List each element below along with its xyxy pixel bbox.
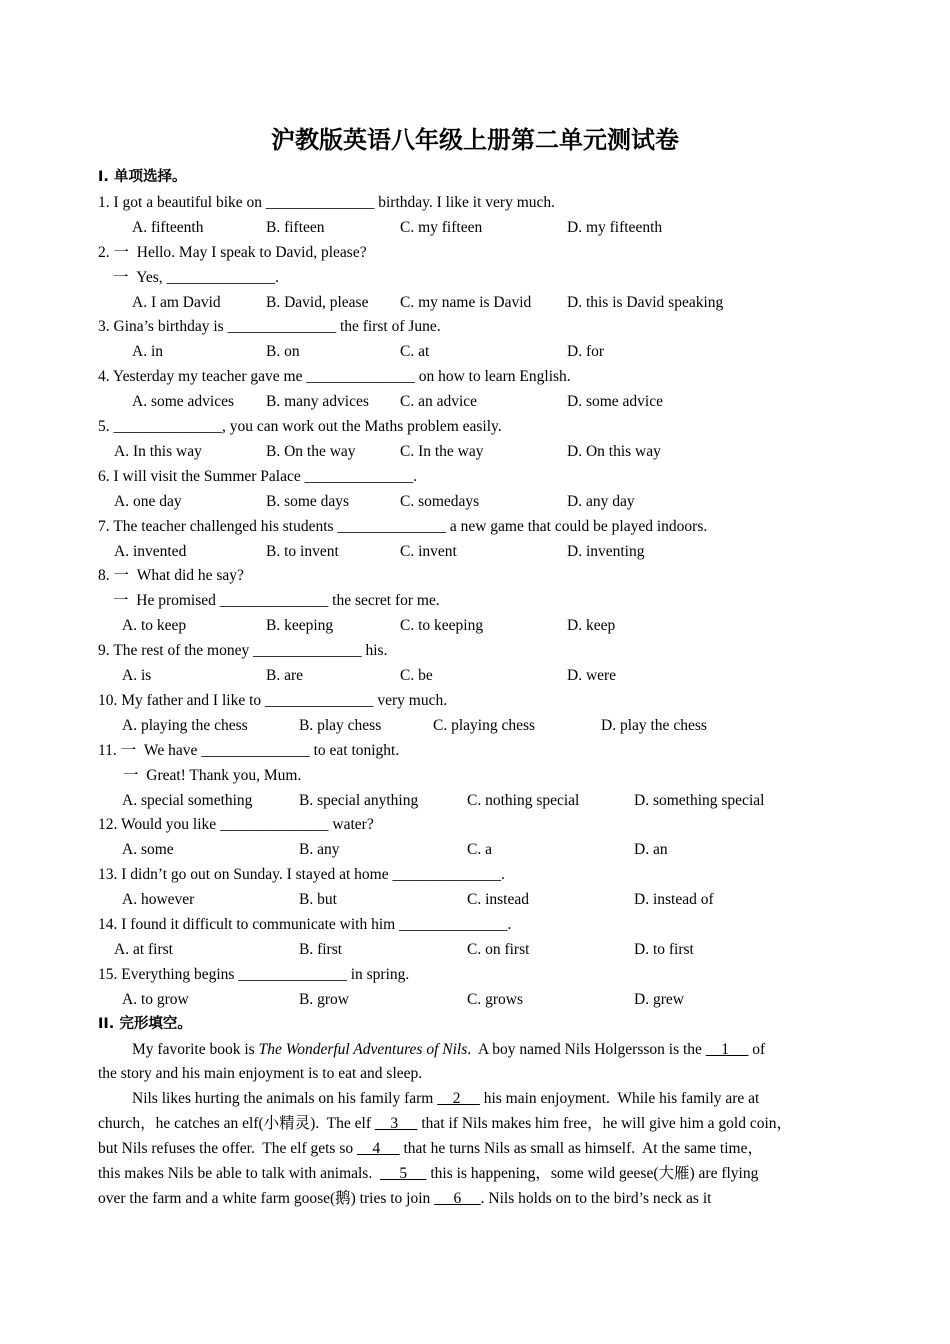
passage-line (98, 1111, 850, 1136)
answer-option: C. grows (467, 990, 523, 1008)
passage-text: this is happening，some wild geese(大雁) are flying (426, 1165, 759, 1182)
passage-text: over the farm and a white farm goose(鹅) tries to join (98, 1189, 435, 1207)
answer-option: B. but (299, 891, 337, 909)
answer-option: D. inventing (567, 542, 645, 560)
answer-option: B. on (266, 343, 300, 361)
passage-text: . A boy named Nils Holgersson is the (467, 1040, 706, 1058)
cloze-blank[interactable]: 1 (705, 1040, 749, 1058)
question-stem: 13. I didn’t go out on Sunday. I stayed at home ______________. (98, 866, 505, 884)
answer-option: D. something special (634, 791, 765, 809)
passage-text: that he turns Nils as small as himself. At the same time， (399, 1140, 763, 1158)
question-stem: 15. Everything begins ______________ in spring. (98, 965, 410, 983)
answer-option: D. On this way (567, 442, 661, 460)
question-stem: 11. 一 We have ______________ to eat tonight. (98, 741, 400, 759)
answer-option: C. my name is David (400, 293, 532, 311)
question-stem: 9. The rest of the money ______________ his. (98, 642, 388, 660)
answer-option: A. at first (114, 940, 173, 958)
answer-option: D. keep (567, 617, 616, 635)
answer-option: D. grew (634, 990, 684, 1008)
answer-option: C. playing chess (433, 716, 536, 734)
answer-option: B. grow (299, 990, 349, 1008)
question-stem: 3. Gina’s birthday is ______________ the first of June. (98, 318, 441, 336)
passage-text: Nils likes hurting the animals on his family farm (132, 1090, 438, 1108)
answer-option: B. play chess (299, 716, 382, 734)
answer-option: D. this is David speaking (567, 293, 724, 311)
answer-option: C. my fifteen (400, 218, 483, 236)
answer-option: B. many advices (266, 393, 369, 411)
answer-option: C. invent (400, 542, 457, 560)
cloze-blank[interactable]: 3 (374, 1115, 418, 1133)
question-stem: 12. Would you like ______________ water? (98, 816, 374, 834)
answer-option: C. instead (467, 891, 529, 909)
cloze-blank[interactable]: 4 (357, 1140, 400, 1158)
answer-option: B. special anything (299, 791, 419, 809)
book-title: The Wonderful Adventures of Nils (258, 1040, 468, 1058)
question-stem: 10. My father and I like to ______________ very much. (98, 691, 448, 709)
answer-option: A. some advices (132, 393, 235, 411)
question-reply: 一 Great! Thank you, Mum. (123, 766, 302, 784)
answer-option: D. my fifteenth (567, 218, 663, 236)
answer-option: A. to keep (122, 617, 187, 635)
passage-text: of (748, 1040, 766, 1058)
answer-option: C. In the way (400, 442, 484, 460)
answer-option: B. some days (266, 492, 350, 510)
passage-text: but Nils refuses the offer. The elf gets so (98, 1140, 357, 1158)
cloze-blank[interactable]: 2 (437, 1090, 480, 1108)
answer-option: C. a (467, 841, 492, 859)
page-title: 沪教版英语八年级上册第二单元测试卷 (271, 125, 679, 154)
question-stem: 5. ______________, you can work out the Maths problem easily. (98, 418, 502, 435)
passage-text: . Nils holds on to the bird’s neck as it (480, 1189, 712, 1207)
answer-option: A. to grow (122, 990, 189, 1008)
section-title: 单项选择。 (113, 169, 187, 185)
answer-option: C. at (400, 343, 430, 361)
section-title: 完形填空。 (119, 1015, 192, 1032)
section-number: I. (98, 169, 114, 185)
answer-option: A. however (122, 891, 195, 909)
answer-option: D. play the chess (601, 716, 707, 734)
answer-option: B. are (266, 667, 304, 684)
question-stem: 4. Yesterday my teacher gave me ______________ on how to learn English. (98, 368, 571, 386)
passage-line (98, 1061, 850, 1086)
question-stem: 1. I got a beautiful bike on ______________ birthday. I like it very much. (98, 193, 556, 211)
passage-line (98, 1086, 884, 1111)
answer-option: B. keeping (266, 617, 334, 635)
passage-text: that if Nils makes him free，he will give him a gold coin， (417, 1115, 793, 1133)
question-stem: 14. I found it difficult to communicate with him ______________. (98, 916, 512, 933)
cloze-blank[interactable]: 5 (379, 1165, 427, 1182)
section-heading (98, 165, 186, 190)
answer-option: A. special something (122, 791, 253, 809)
question-stem: 2. 一 Hello. May I speak to David, please? (98, 243, 367, 261)
answer-option: A. is (122, 667, 152, 684)
answer-option: B. any (299, 841, 340, 859)
answer-option: B. fifteen (266, 218, 325, 236)
passage-text: church，he catches an elf(小精灵). The elf (98, 1115, 375, 1133)
answer-option: C. to keeping (400, 617, 484, 635)
question-stem: 7. The teacher challenged his students ______________ a new game that could be played indoors. (98, 517, 708, 535)
answer-option: D. some advice (567, 393, 663, 411)
answer-option: D. any day (567, 492, 635, 510)
answer-option: D. for (567, 343, 605, 361)
answer-option: D. instead of (634, 891, 714, 909)
answer-option: A. in (132, 343, 163, 361)
answer-option: B. On the way (266, 442, 356, 460)
answer-option: D. were (567, 667, 617, 684)
answer-option: C. nothing special (467, 791, 580, 809)
question-stem: 8. 一 What did he say? (98, 567, 244, 585)
passage-text: his main enjoyment. While his family are at (479, 1090, 760, 1108)
passage-text: My favorite book is (132, 1040, 259, 1058)
answer-option: C. be (400, 667, 433, 684)
answer-option: D. an (634, 841, 668, 859)
passage-line (98, 1037, 884, 1062)
answer-option: B. to invent (266, 542, 339, 560)
answer-option: A. some (122, 841, 174, 859)
answer-option: D. to first (634, 940, 694, 958)
question-reply: 一 He promised ______________ the secret for me. (113, 592, 440, 610)
answer-option: C. an advice (400, 393, 478, 411)
answer-option: C. somedays (400, 492, 480, 510)
answer-option: A. I am David (132, 293, 221, 311)
section-heading (98, 1012, 192, 1037)
answer-option: A. fifteenth (132, 218, 204, 236)
answer-option: B. first (299, 940, 343, 958)
answer-option: A. invented (114, 542, 187, 560)
question-reply: 一 Yes, ______________. (113, 268, 279, 286)
passage-text: the story and his main enjoyment is to eat and sleep. (98, 1065, 423, 1083)
answer-option: C. on first (467, 940, 530, 958)
answer-option: A. In this way (114, 442, 202, 460)
answer-option: B. David, please (266, 293, 369, 311)
answer-option: A. one day (114, 492, 182, 510)
answer-option: A. playing the chess (122, 716, 248, 734)
passage-line (98, 1136, 850, 1161)
cloze-blank[interactable]: 6 (434, 1189, 481, 1207)
passage-line (98, 1161, 850, 1186)
question-stem: 6. I will visit the Summer Palace ______________. (98, 467, 418, 485)
passage-text: this makes Nils be able to talk with animals. (98, 1165, 380, 1182)
section-number: II. (98, 1015, 120, 1032)
passage-line (98, 1186, 850, 1211)
